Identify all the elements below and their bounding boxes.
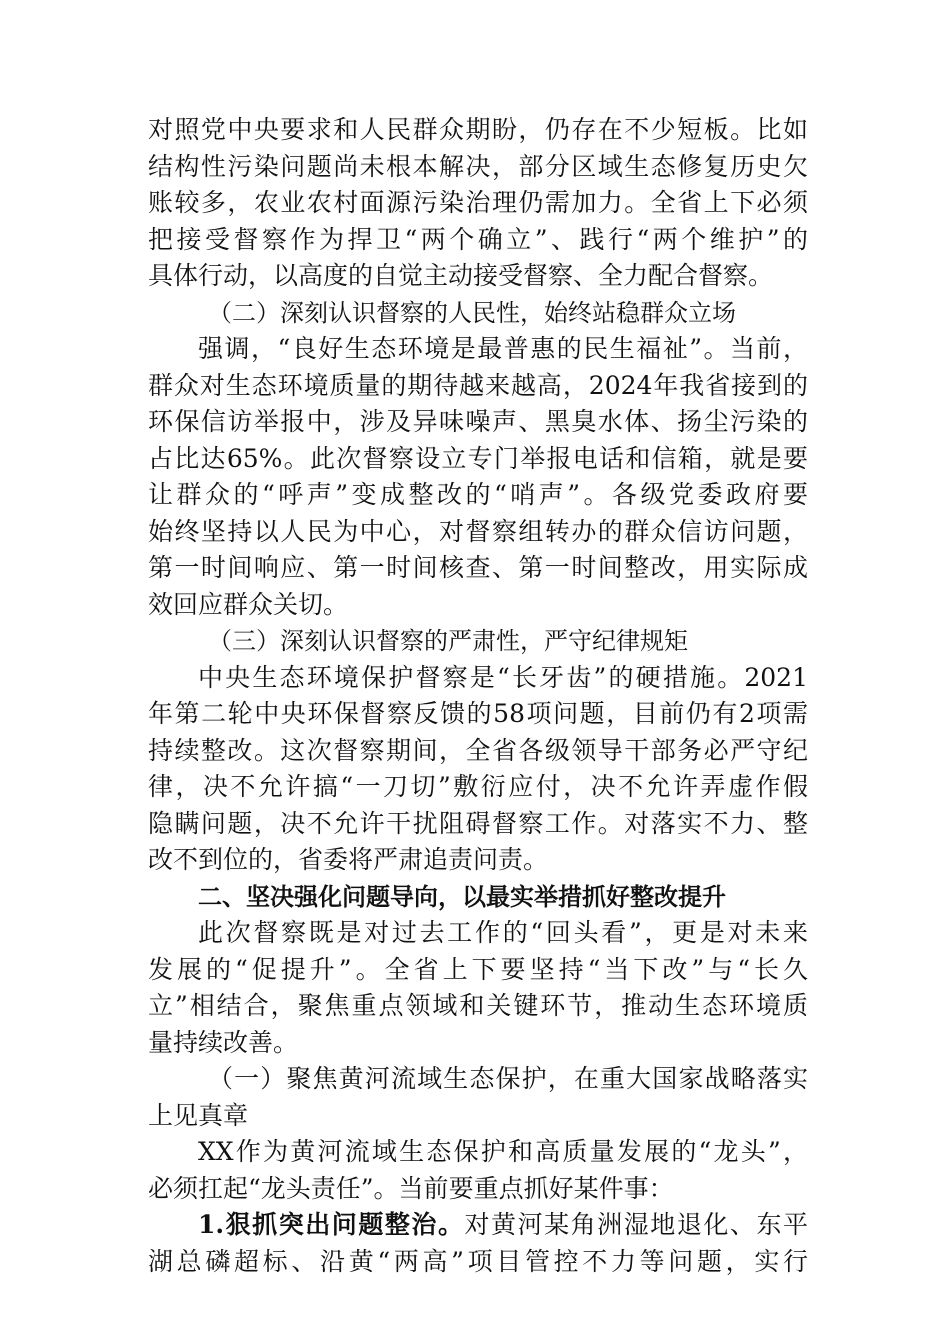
paragraph-line: 把接受督察作为捍卫“两个确立”、践行“两个维护”的 bbox=[148, 224, 808, 254]
paragraph-line: 强调，“良好生态环境是最普惠的民生福祉”。当前， bbox=[198, 334, 808, 363]
paragraph-line: 必须扛起“龙头责任”。当前要重点抓好某件事： bbox=[148, 1173, 674, 1203]
paragraph-line: 中央生态环境保护督察是“长牙齿”的硬措施。2021 bbox=[198, 662, 808, 692]
paragraph-line: 效回应群众关切。 bbox=[148, 589, 349, 619]
paragraph-line: 第一时间响应、第一时间核查、第一时间整改，用实际成 bbox=[148, 553, 808, 582]
paragraph-line: 始终坚持以人民为中心，对督察组转办的群众信访问题， bbox=[148, 516, 808, 546]
paragraph-line: 发展的“促提升”。全省上下要坚持“当下改”与“长久 bbox=[148, 954, 808, 984]
paragraph-line: 年第二轮中央环保督察反馈的58项问题，目前仍有2项需 bbox=[148, 699, 808, 728]
paragraph-line: 改不到位的，省委将严肃追责问责。 bbox=[148, 845, 549, 874]
paragraph-line: XX作为黄河流域生态保护和高质量发展的“龙头”， bbox=[198, 1137, 808, 1166]
item-text: 对黄河某角洲湿地退化、东平 bbox=[464, 1210, 808, 1239]
paragraph-line: 立”相结合，聚焦重点领域和关键环节，推动生态环境质 bbox=[148, 991, 808, 1020]
section-heading: （三）深刻认识督察的严肃性，严守纪律规矩 bbox=[208, 627, 688, 655]
paragraph-line: 账较多，农业农村面源污染治理仍需加力。全省上下必须 bbox=[148, 188, 808, 217]
paragraph-line: 律，决不允许搞“一刀切”敷衍应付，决不允许弄虚作假 bbox=[148, 772, 808, 801]
paragraph-line: 让群众的“呼声”变成整改的“哨声”。各级党委政府要 bbox=[148, 480, 808, 509]
chapter-heading: 二、坚决强化问题导向，以最实举措抓好整改提升 bbox=[198, 882, 726, 911]
paragraph-line: 环保信访举报中，涉及异味噪声、黑臭水体、扬尘污染的 bbox=[148, 407, 808, 436]
paragraph-line: 结构性污染问题尚未根本解决，部分区域生态修复历史欠 bbox=[148, 151, 808, 181]
paragraph-line: 对照党中央要求和人民群众期盼，仍存在不少短板。比如 bbox=[148, 115, 808, 144]
section-heading-continued: 上见真章 bbox=[148, 1100, 249, 1130]
paragraph-line: 群众对生态环境质量的期待越来越高，2024年我省接到的 bbox=[148, 370, 808, 400]
paragraph-line: 此次督察既是对过去工作的“回头看”，更是对未来 bbox=[198, 918, 808, 947]
paragraph-line bbox=[148, 1207, 808, 1244]
paragraph-line: 湖总磷超标、沿黄“两高”项目管控不力等问题，实行 bbox=[148, 1246, 808, 1276]
document-body bbox=[148, 112, 808, 1280]
paragraph-line: 占比达65%。此次督察设立专门举报电话和信箱，就是要 bbox=[148, 443, 808, 473]
section-heading: （二）深刻认识督察的人民性，始终站稳群众立场 bbox=[208, 298, 736, 327]
item-lead: 1.狠抓突出问题整治。 bbox=[198, 1210, 465, 1239]
paragraph-line: 持续整改。这次督察期间，全省各级领导干部务必严守纪 bbox=[148, 735, 808, 765]
paragraph-line: 具体行动，以高度的自觉主动接受督察、全力配合督察。 bbox=[148, 261, 774, 290]
paragraph-line: 量持续改善。 bbox=[148, 1027, 299, 1057]
paragraph-line: 隐瞒问题，决不允许干扰阻碍督察工作。对落实不力、整 bbox=[148, 808, 808, 838]
section-heading: （一）聚焦黄河流域生态保护，在重大国家战略落实 bbox=[208, 1064, 808, 1093]
